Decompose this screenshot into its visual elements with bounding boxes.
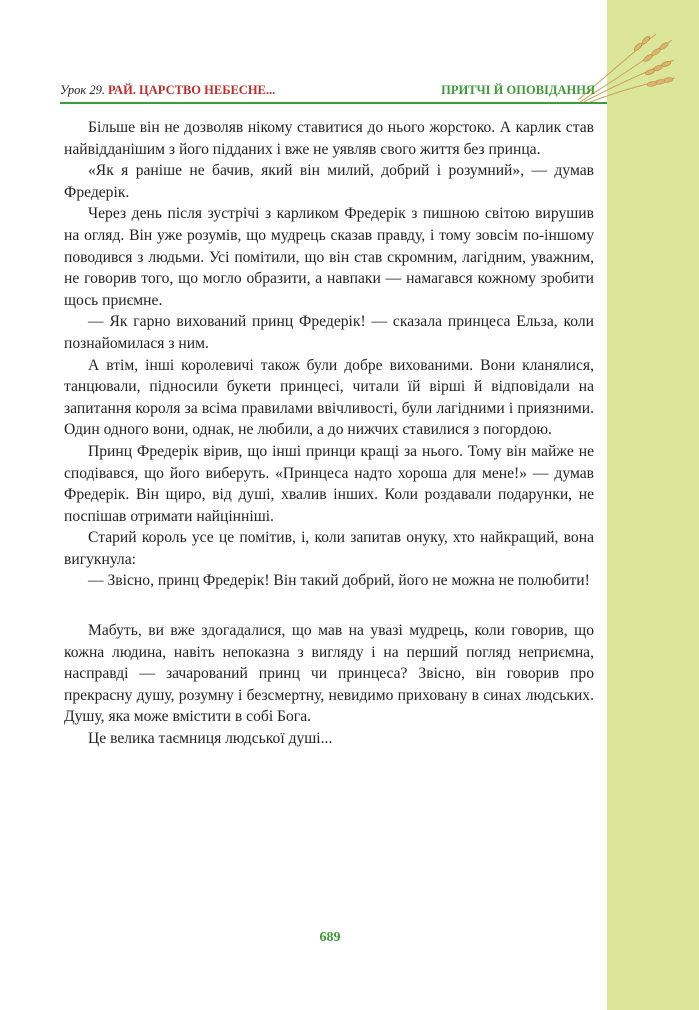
lesson-heading — [60, 83, 275, 98]
paragraph: Принц Фредерік вірив, що інші принци кращі за нього. Тому він майже не сподівався, що його виберуть. «Принцеса надто хороша для мене!» — думав Фредерік. Він щиро, від душі, хвалив інших. Коли роздавали подарунки, не поспішав отримати найцінніші. — [64, 442, 594, 525]
header-divider — [60, 102, 607, 104]
page-header — [60, 80, 607, 102]
body-text — [64, 117, 594, 750]
page-number: 689 — [319, 930, 341, 945]
paragraph: Старий король усе це помітив, і, коли запитав онуку, хто найкращий, вона вигукнула: — [64, 529, 594, 568]
paragraph: А втім, інші королевичі також були добре вихованими. Вони кланялися, танцювали, підносили букети принцесі, читали їй вірші й відповідали на запитання короля за всіма правилами ввічливості, були лагідними і приязними. Один одного вони, однак, не любили, а до нижчих ставилися з погордою. — [64, 356, 594, 439]
side-margin-strip — [607, 0, 699, 1010]
section-title: ПРИТЧІ Й ОПОВІДАННЯ — [441, 83, 595, 97]
paragraph: Більше він не дозволяв нікому ставитися до нього жорстоко. А карлик став найвідданішим з його підданих і вже не уявляв свого життя без принца. — [64, 119, 594, 158]
paragraph: Це велика таємниця людської душі... — [88, 730, 333, 748]
paragraph: Через день після зустрічі з карликом Фредерік з пишною світою вирушив на огляд. Він уже розумів, що мудрець сказав правду, і тому зовсім по-іншому поводився з людьми. Усі помітили, що він став скромним, лагідним, уважним, не говорив того, що могло образити, а навпаки — намагався кожному зробити щось приємне. — [64, 205, 594, 309]
lesson-title: РАЙ. ЦАРСТВО НЕБЕСНЕ... — [108, 83, 276, 97]
lesson-number: Урок 29. — [60, 83, 106, 97]
paragraph: Мабуть, ви вже здогадалися, що мав на увазі мудрець, коли говорив, що кожна людина, навіть непоказна з вигляду і на перший погляд неприємна, насправді — зачарований принц чи принцеса? Звісно, він говорив про прекрасну душу, розумну і безсмертну, невидимо приховану в синах людських. Душу, яка може вмістити в собі Бога. — [64, 622, 594, 726]
paragraph: — Як гарно вихований принц Фредерік! — сказала принцеса Ельза, коли познайомилася з ним. — [64, 313, 594, 352]
paragraph: «Як я раніше не бачив, який він милий, добрий і розумний», — думав Фредерік. — [64, 162, 594, 201]
paragraph: — Звісно, принц Фредерік! Він такий добрий, його не можна не полюбити! — [88, 572, 590, 590]
